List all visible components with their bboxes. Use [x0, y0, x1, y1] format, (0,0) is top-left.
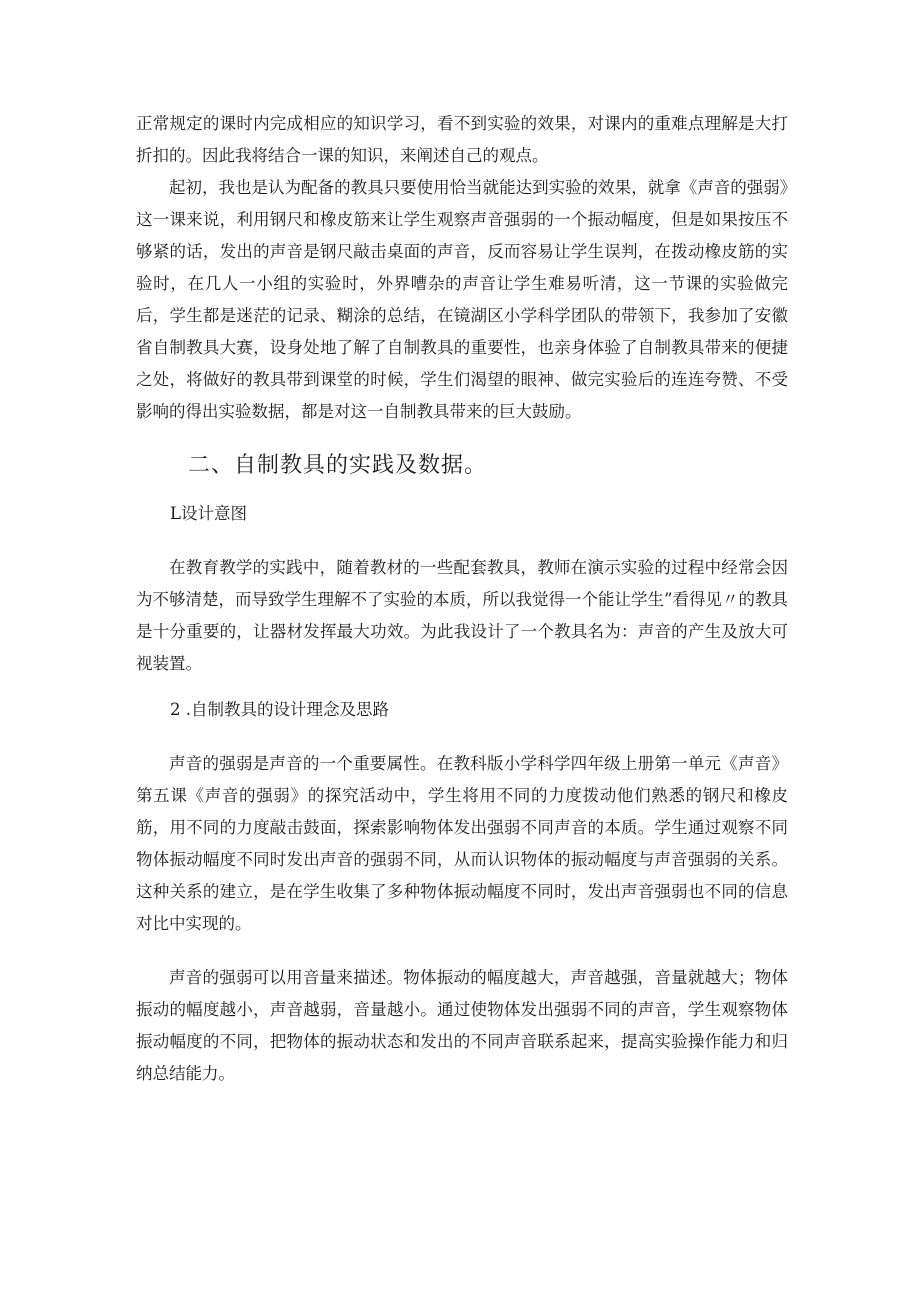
section-heading: 二、自制教具的实践及数据。 — [188, 453, 488, 478]
subsection-heading-design-concept: 2 .自制教具的设计理念及思路 — [170, 700, 389, 719]
paragraph-initial-experience: 起初，我也是认为配备的教具只要使用恰当就能达到实验的效果，就拿《声音的强弱》这一课来说，利用钢尺和橡皮筋来让学生观察声音强弱的一个振动幅度，但是如果按压不够紧的话，发出的声音是钢尺敲击桌面的声音，反而容易让学生误判，在拨动橡皮筋的实验时，在几人一小组的实验时，外界嘈杂的声音让学生难易听清，这一节课的实验做完后，学生都是迷茫的记录、糊涂的总结，在镜湖区小学科学团队的带领下，我参加了安徽省自制教具大赛，设身处地了解了自制教具的重要性，也亲身体验了自制教具带来的便捷之处，将做好的教具带到课堂的时候，学生们渴望的眼神、做完实验后的连连夸赞、不受影响的得出实验数据，都是对这一自制教具带来的巨大鼓励。 — [136, 178, 788, 421]
document-page — [136, 108, 788, 1090]
paragraph-continuation: 正常规定的课时内完成相应的知识学习，看不到实验的效果，对课内的重难点理解是大打折扣的。因此我将结合一课的知识，来阐述自己的观点。 — [136, 114, 788, 165]
subsection-heading-design-intent: L设计意图 — [170, 504, 247, 523]
paragraph-sound-volume: 声音的强弱可以用音量来描述。物体振动的幅度越大，声音越强，音量就越大；物体振动的幅度越小，声音越弱，音量越小。通过使物体发出强弱不同的声音，学生观察物体振动幅度的不同，把物体的振动状态和发出的不同声音联系起来，提高实验操作能力和归纳总结能力。 — [136, 968, 788, 1083]
paragraph-design-intent: 在教育教学的实践中，随着教材的一些配套教具，教师在演示实验的过程中经常会因为不够清楚，而导致学生理解不了实验的本质，所以我觉得一个能让学生”看得见〃的教具是十分重要的，让器材发挥最大功效。为此我设计了一个教具名为：声音的产生及放大可视装置。 — [136, 558, 788, 673]
paragraph-design-concept: 声音的强弱是声音的一个重要属性。在教科版小学科学四年级上册第一单元《声音》第五课《声音的强弱》的探究活动中，学生将用不同的力度拨动他们熟悉的钢尺和橡皮筋，用不同的力度敲击鼓面，探索影响物体发出强弱不同声音的本质。学生通过观察不同物体振动幅度不同时发出声音的强弱不同，从而认识物体的振动幅度与声音强弱的关系。这种关系的建立，是在学生收集了多种物体振动幅度不同时，发出声音强弱也不同的信息对比中实现的。 — [136, 754, 788, 933]
